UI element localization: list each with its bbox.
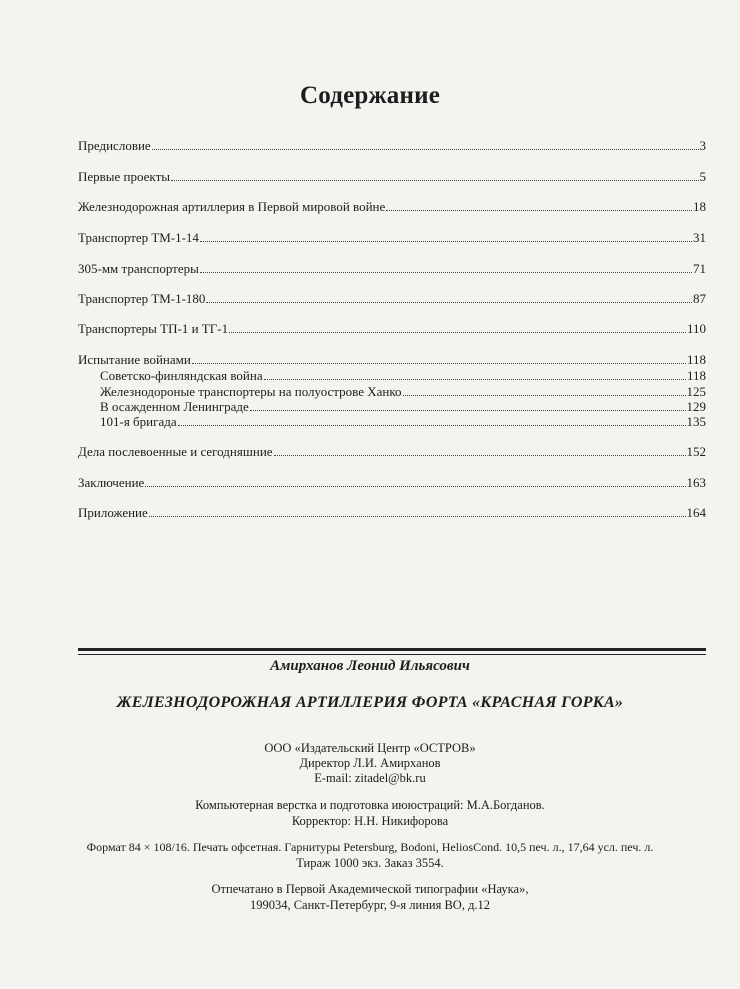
toc-entry-page: 118 (686, 352, 706, 367)
divider-thin (78, 654, 706, 655)
toc-entry-title: Транспортер ТМ-1-180 (78, 291, 206, 306)
toc-leader-dots (386, 210, 692, 211)
toc-subentry (100, 384, 706, 400)
toc-entry-title: Предисловие (78, 138, 151, 153)
toc-entry-page: 135 (686, 414, 706, 429)
toc-leader-dots (206, 302, 692, 303)
toc-entry (78, 291, 706, 307)
toc-entry-page: 163 (686, 475, 706, 490)
format-line: Формат 84 × 108/16. Печать офсетная. Гарнитуры Petersburg, Bodoni, HeliosCond. 10,5 печ. л., 17,64 усл. печ. л. (86, 840, 654, 854)
toc-entry-page: 5 (699, 169, 706, 184)
toc-leader-dots (145, 486, 685, 487)
book-title: ЖЕЛЕЗНОДОРОЖНАЯ АРТИЛЛЕРИЯ ФОРТА «КРАСНАЯ ГОРКА» (116, 694, 624, 711)
printer-line: Отпечатано в Первой Академической типографии «Наука», (211, 882, 529, 896)
toc-entry-title: Первые проекты (78, 169, 170, 184)
divider-thick (78, 648, 706, 651)
toc-entry-title: Железнодороные транспортеры на полуострове Ханко (100, 384, 402, 399)
toc-entry-page: 18 (693, 199, 706, 214)
toc-entry-page: 118 (686, 368, 706, 383)
toc-leader-dots (178, 425, 686, 426)
toc-leader-dots (152, 149, 699, 150)
toc-entry-title: Дела послевоенные и сегодняшние (78, 444, 273, 459)
printer-address: 199034, Санкт-Петербург, 9-я линия ВО, д.12 (249, 898, 491, 912)
toc-entry-page: 125 (686, 384, 706, 399)
toc-entry (78, 261, 706, 277)
author-name: Амирханов Леонид Ильясович (270, 658, 470, 674)
toc-subentry (100, 414, 706, 430)
toc-entry (78, 475, 706, 491)
toc-entry (78, 230, 706, 246)
toc-entry-title: 305-мм транспортеры (78, 261, 199, 276)
toc-leader-dots (200, 272, 692, 273)
toc-leader-dots (149, 516, 686, 517)
toc-entry-title: Транспортер ТМ-1-14 (78, 230, 199, 245)
toc-entry-page: 152 (686, 444, 706, 459)
toc-leader-dots (200, 241, 692, 242)
toc-leader-dots (264, 379, 686, 380)
toc-entry-title: Советско-финляндская война (100, 368, 263, 383)
toc-entry-page: 31 (693, 230, 706, 245)
toc-entry (78, 321, 706, 337)
toc-entry-title: В осажденном Ленинграде (100, 399, 249, 414)
toc-subentry (100, 368, 706, 384)
director-line: Директор Л.И. Амирханов (299, 756, 441, 770)
toc-entry (78, 199, 706, 215)
toc-entry-title: Заключение (78, 475, 145, 490)
publisher-name: ООО «Издательский Центр «ОСТРОВ» (264, 741, 476, 755)
toc-entry (78, 444, 706, 460)
toc-heading: Содержание (299, 82, 440, 109)
toc-entry (78, 169, 706, 185)
toc-subentry (100, 399, 706, 415)
toc-leader-dots (274, 455, 686, 456)
toc-leader-dots (171, 180, 699, 181)
toc-entry-page: 129 (686, 399, 706, 414)
email-line: E-mail: zitadel@bk.ru (314, 771, 426, 785)
print-run-line: Тираж 1000 экз. Заказ 3554. (296, 856, 444, 870)
toc-leader-dots (192, 363, 686, 364)
toc-leader-dots (229, 332, 686, 333)
proofreader-line: Корректор: Н.Н. Никифорова (291, 814, 449, 828)
toc-entry (78, 352, 706, 368)
toc-entry-page: 164 (686, 505, 706, 520)
toc-entry (78, 138, 706, 154)
toc-entry-title: Испытание войнами (78, 352, 191, 367)
toc-entry-title: Приложение (78, 505, 148, 520)
toc-entry-page: 71 (693, 261, 706, 276)
toc-entry-title: Железнодорожная артиллерия в Первой мировой войне (78, 199, 386, 214)
layout-credit: Компьютерная верстка и подготовка иююстраций: М.А.Богданов. (195, 798, 545, 812)
toc-entry-page: 3 (699, 138, 706, 153)
toc-entry-title: 101-я бригада (100, 414, 177, 429)
toc-entry-page: 110 (686, 321, 706, 336)
toc-entry (78, 505, 706, 521)
toc-leader-dots (250, 410, 686, 411)
toc-entry-page: 87 (693, 291, 706, 306)
toc-leader-dots (403, 395, 686, 396)
toc-entry-title: Транспортеры ТП-1 и ТГ-1 (78, 321, 229, 336)
